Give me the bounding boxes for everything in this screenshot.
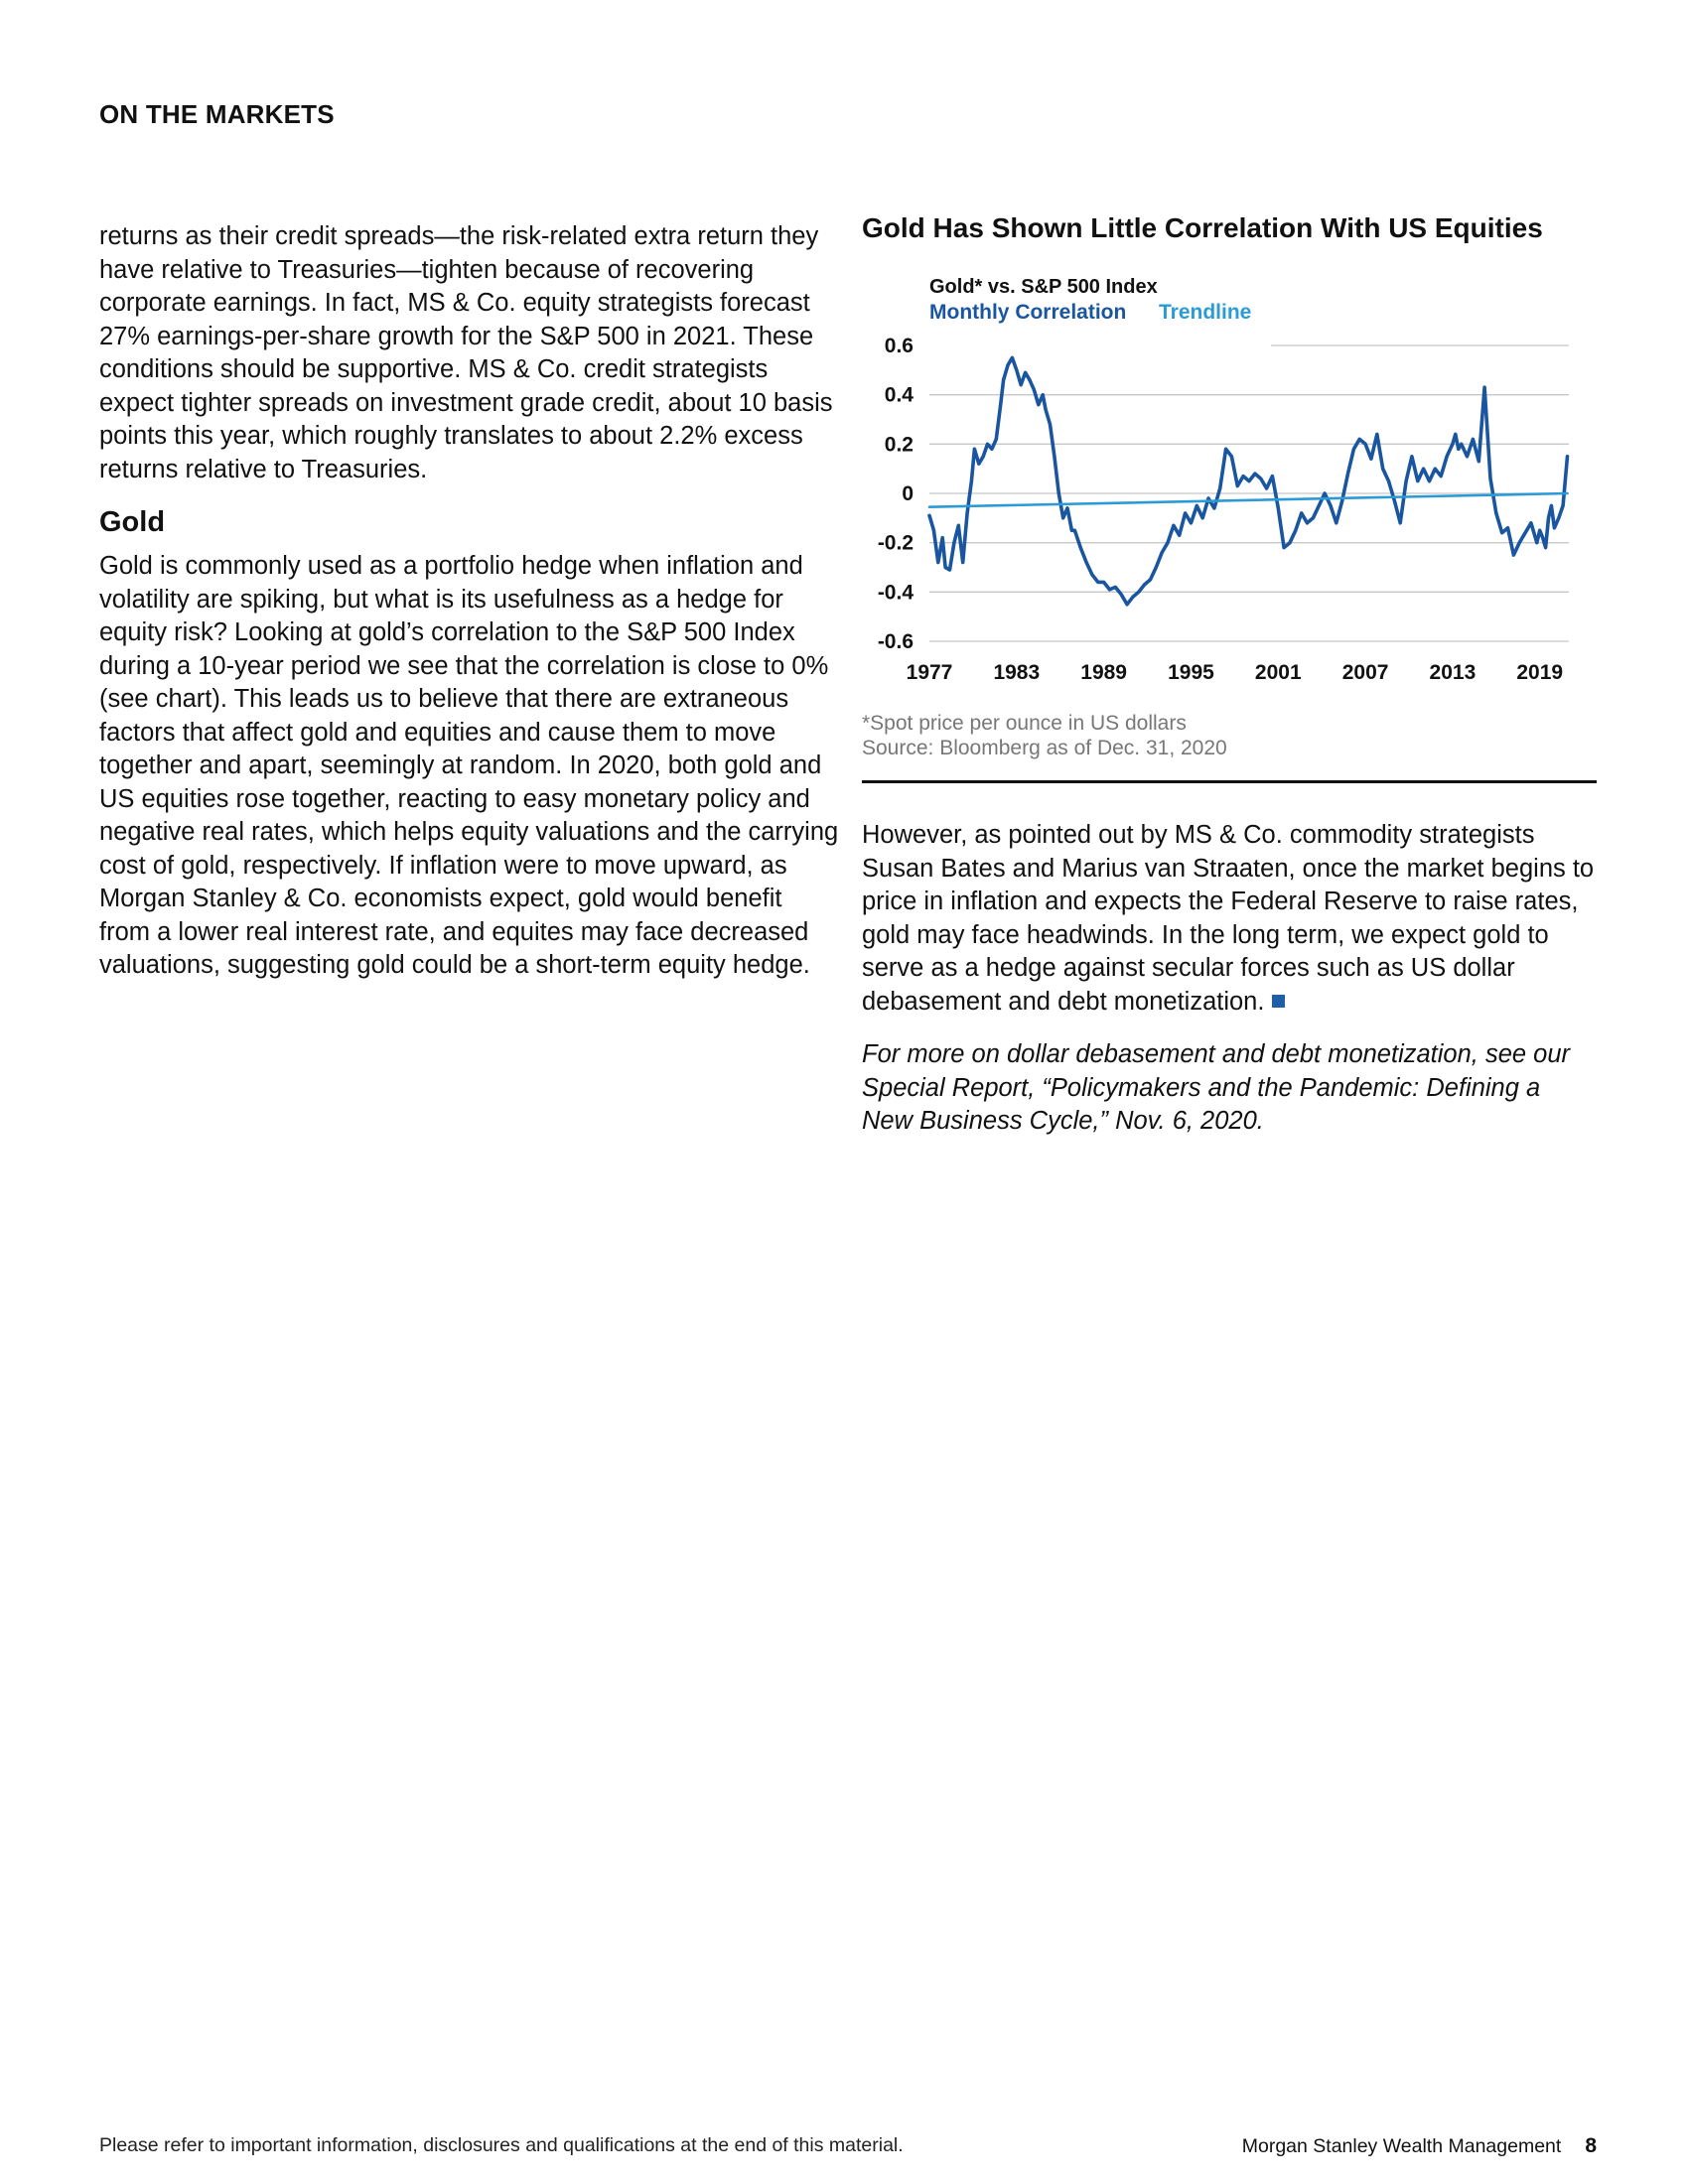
x-tick-label: 1977	[906, 661, 953, 684]
right-paragraph-2: For more on dollar debasement and debt monetization, see our Special Report, “Policymakers and the Pandemic: Defining a New Business Cycle,” Nov. 6, 2020.	[862, 1040, 1571, 1135]
series-line-trendline	[929, 493, 1568, 507]
chart-footnote: *Spot price per ounce in US dollars	[862, 712, 1187, 735]
x-tick-label: 2013	[1429, 661, 1477, 684]
right-paragraph-1	[862, 819, 1597, 1019]
x-tick-label: 1995	[1168, 661, 1214, 684]
chart-source: Source: Bloomberg as of Dec. 31, 2020	[862, 737, 1227, 759]
chart-svg	[862, 250, 1597, 717]
legend-correlation: Monthly Correlation	[929, 301, 1127, 324]
left-paragraph-1: returns as their credit spreads—the risk-related extra return they have relative to Treasuries—tighten because of recovering corporate earnings. In fact, MS & Co. equity strategists forecast 27% earnings-per-share growth for the S&P 500 in 2021. These conditions should be supportive. MS & Co. credit strategists expect tighter spreads on investment grade credit, about 10 basis points this year, which roughly translates to about 2.2% excess returns relative to Treasuries.	[99, 222, 833, 483]
y-tick-label: 0.2	[884, 433, 914, 457]
legend-trendline: Trendline	[1159, 301, 1252, 324]
left-paragraph-2: Gold is commonly used as a portfolio hedge when inflation and volatility are spiking, but what is its usefulness as a hedge for equity risk? Looking at gold’s correlation to the S&P 500 Index during a 10-year period we see that the correlation is close to 0% (see chart). This leads us to believe that there are extraneous factors that affect gold and equities and cause them to move together and apart, seemingly at random. In 2020, both gold and US equities rose together, reacting to easy monetary policy and negative real rates, which helps equity valuations and the carrying cost of gold, respectively. If inflation were to move upward, as Morgan Stanley & Co. economists expect, gold would benefit from a lower real interest rate, and equites may face decreased valuations, suggesting gold could be a short-term equity hedge.	[99, 552, 839, 979]
x-tick-label: 1983	[993, 661, 1041, 684]
divider-rule	[862, 780, 1597, 783]
y-tick-label: -0.6	[877, 630, 914, 653]
y-tick-label: 0.6	[884, 335, 914, 357]
chart-notes	[862, 711, 1597, 760]
correlation-chart	[862, 250, 1597, 717]
end-mark-icon	[1272, 995, 1285, 1008]
section-heading-gold: Gold	[99, 506, 166, 538]
y-tick-label: 0	[902, 482, 914, 505]
page-number: 8	[1585, 2134, 1597, 2157]
x-tick-label: 1989	[1080, 661, 1127, 684]
x-tick-label: 2007	[1341, 661, 1389, 684]
footer-brand: Morgan Stanley Wealth Management	[1241, 2135, 1562, 2157]
chart-title: Gold Has Shown Little Correlation With US Equities	[862, 212, 1543, 243]
x-tick-label: 2001	[1254, 661, 1302, 684]
y-tick-label: -0.4	[877, 581, 914, 605]
left-column	[99, 220, 839, 983]
y-tick-label: 0.4	[884, 383, 914, 407]
x-tick-label: 2019	[1516, 661, 1564, 684]
right-paragraph-1-text: However, as pointed out by MS & Co. commodity strategists Susan Bates and Marius van Straaten, once the market begins to price in inflation and expects the Federal Reserve to raise rates, gold may face headwinds. In the long term, we expect gold to serve as a hedge against secular forces such as US dollar debasement and debt monetization.	[862, 821, 1595, 1016]
chart-subtitle: Gold* vs. S&P 500 Index	[929, 276, 1158, 298]
right-column	[862, 210, 1597, 1139]
y-tick-label: -0.2	[877, 531, 914, 555]
footer-brand-block	[1242, 2134, 1597, 2158]
footer-disclaimer: Please refer to important information, disclosures and qualifications at the end of this material.	[99, 2134, 904, 2156]
section-label: ON THE MARKETS	[99, 99, 335, 129]
